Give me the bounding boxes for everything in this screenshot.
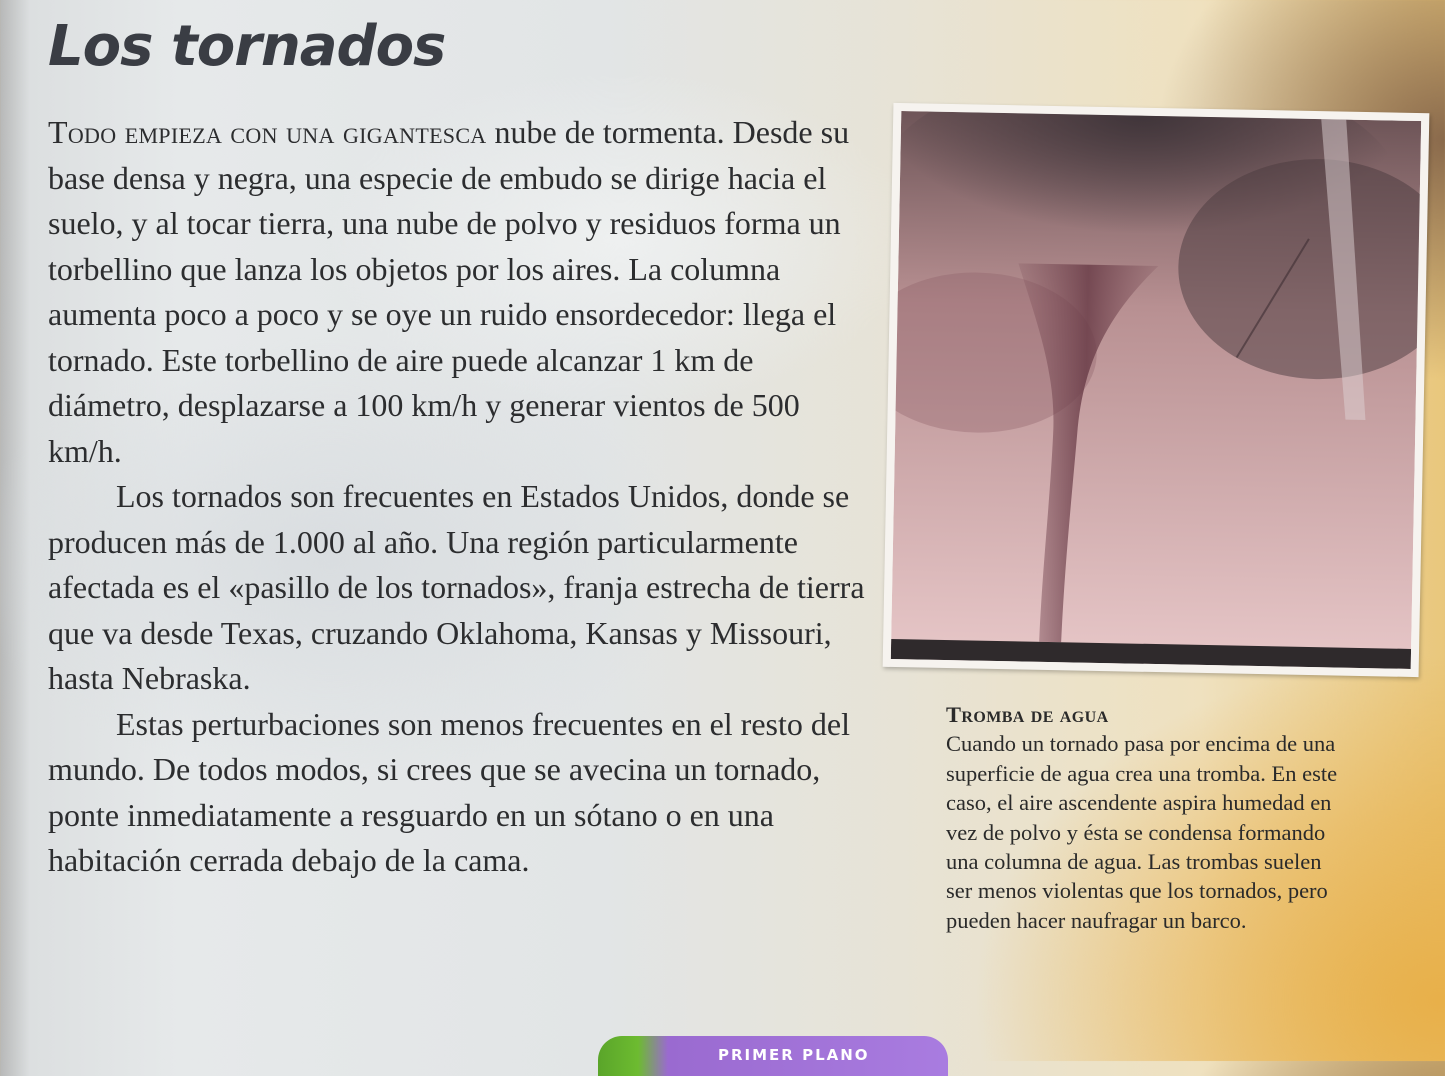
- paragraph-1: [48, 110, 868, 474]
- paragraph-2: Los tornados son frecuentes en Estados Unidos, donde se producen más de 1.000 al año. Una región particularmente afectada es el «pasillo de los tornados», franja estrecha de tierra que va desde Texas, cruzando Oklahoma, Kansas y Missouri, hasta Nebraska.: [48, 478, 865, 696]
- page-title: Los tornados: [48, 14, 446, 79]
- paragraph-1-lead: Todo empieza con una gigantesca: [48, 114, 487, 150]
- section-tab-label: PRIMER PLANO: [718, 1046, 870, 1064]
- caption-text: Cuando un tornado pasa por encima de una superficie de agua crea una tromba. En este caso, el aire ascendente aspira humedad en vez de polvo y ésta se condensa formando una columna de agua. Las trombas suelen ser menos violentas que los tornados, pero pueden hacer naufragar un barco.: [946, 731, 1338, 933]
- paragraph-1-text: nube de tormenta. Desde su base densa y negra, una especie de embudo se dirige hacia el suelo, y al tocar tierra, una nube de polvo y residuos forma un torbellino que lanza los objetos por los aires. La columna aumenta poco a poco y se oye un ruido ensordecedor: llega el tornado. Este torbellino de aire puede alcanzar 1 km de diámetro, desplazarse a 100 km/h y generar vientos de 500 km/h.: [48, 114, 850, 469]
- section-tab: [598, 1036, 948, 1076]
- waterspout-image: [891, 111, 1421, 669]
- photo-caption: [946, 700, 1346, 935]
- caption-title: Tromba de agua: [946, 702, 1109, 727]
- waterspout-photo: [883, 103, 1430, 677]
- article-body: [48, 110, 868, 884]
- paragraph-3: Estas perturbaciones son menos frecuentes en el resto del mundo. De todos modos, si crees que se avecina un tornado, ponte inmediatamente a resguardo en un sótano o en una habitación cerrada debajo de la cama.: [48, 705, 850, 878]
